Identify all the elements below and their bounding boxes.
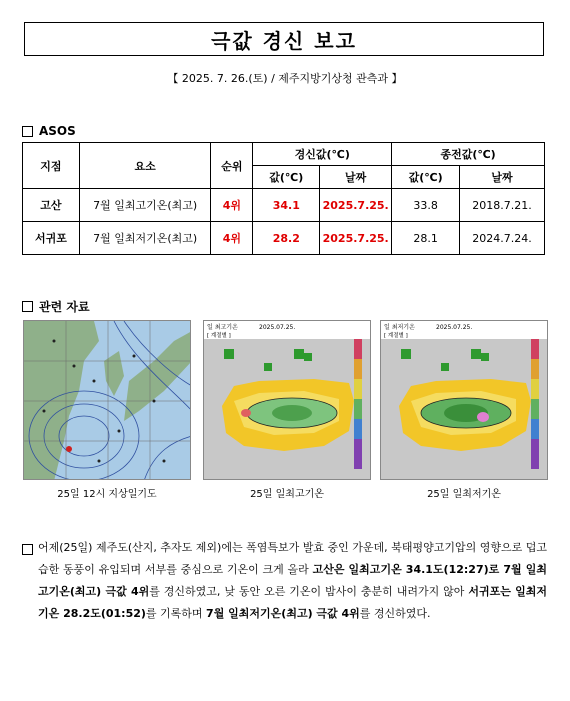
min-map-badge: [ 계절별 ]: [384, 333, 408, 339]
summary-bold-record: 7월 일최저기온(최고) 극값 4위: [206, 607, 360, 620]
max-map-badge: [ 계절별 ]: [207, 333, 231, 339]
caption-max-temp: 25일 일최고기온: [250, 489, 324, 500]
min-temp-map-graphic: [381, 321, 548, 480]
cell-element: 7월 일최저기온(최고): [79, 222, 211, 255]
cell-old-value: 28.1: [392, 222, 460, 255]
cell-new-value: 34.1: [253, 189, 320, 222]
section-related: [22, 298, 90, 315]
summary-text-part: 를 경신하였다.: [359, 607, 431, 620]
summary-text-part: 어제(25일) 제주도(산지, 추자도 제외)에는 폭염특보가 발효 중인 가운데, 북태평양고기압의 영향으로 덥고 습한 동풍이 유입되며 서부를 중심으로 기온이 크게 올라: [38, 541, 547, 576]
caption-min-temp: 25일 일최저기온: [427, 489, 501, 500]
cell-station: 서귀포: [23, 222, 80, 255]
checkbox-square-icon: [22, 544, 33, 555]
cell-old-date: 2024.7.24.: [460, 222, 545, 255]
report-subtitle: 【 2025. 7. 26.(토) / 제주지방기상청 관측과 】: [167, 72, 403, 85]
header-element: 요소: [79, 143, 211, 189]
max-map-header: 일 최고기온: [207, 324, 238, 331]
section-asos: [22, 124, 76, 138]
min-map-header: 일 최저기온: [384, 324, 415, 331]
checkbox-square-icon: [22, 126, 33, 137]
header-new-value: 값(℃): [253, 166, 320, 189]
min-map-date: 2025.07.25.: [436, 324, 473, 331]
max-temp-map-graphic: [204, 321, 371, 480]
summary-text-part: 를 경신하였고, 낮 동안 오른 기온이 밤사이 충분히 내려가지 않아: [149, 585, 469, 598]
header-old-value: 값(℃): [392, 166, 460, 189]
header-station: 지점: [23, 143, 80, 189]
caption-weather-map: 25일 12시 지상일기도: [57, 489, 157, 500]
weather-map-graphic: [24, 321, 191, 480]
cell-new-date: 2025.7.25.: [320, 222, 392, 255]
report-title-box: [24, 22, 544, 56]
cell-element: 7월 일최고기온(최고): [79, 189, 211, 222]
summary-text: [38, 537, 547, 625]
table-row: [23, 222, 545, 255]
summary-paragraph: [22, 537, 547, 625]
daily-max-temp-map-image: [203, 320, 371, 480]
cell-station: 고산: [23, 189, 80, 222]
header-old-date: 날짜: [460, 166, 545, 189]
checkbox-square-icon: [22, 301, 33, 312]
cell-rank: 4위: [211, 222, 253, 255]
cell-rank: 4위: [211, 189, 253, 222]
header-rank: 순위: [211, 143, 253, 189]
cell-old-value: 33.8: [392, 189, 460, 222]
table-row: [23, 189, 545, 222]
cell-new-date: 2025.7.25.: [320, 189, 392, 222]
summary-bold-gosan: 고산은 일최고기온 34.1도(12:27)로 7월 일최고기온(최고) 극값 4위: [38, 563, 547, 598]
surface-weather-map-image: [23, 320, 191, 480]
section-related-label: 관련 자료: [39, 300, 90, 314]
header-new-date: 날짜: [320, 166, 392, 189]
section-asos-label: ASOS: [39, 124, 76, 138]
report-title: 극값 경신 보고: [211, 28, 357, 53]
asos-record-table: [22, 142, 545, 255]
header-new: 경신값(℃): [253, 143, 392, 166]
max-map-date: 2025.07.25.: [259, 324, 296, 331]
header-old: 종전값(℃): [392, 143, 545, 166]
daily-min-temp-map-image: [380, 320, 548, 480]
cell-old-date: 2018.7.21.: [460, 189, 545, 222]
summary-text-part: 를 기록하며: [145, 607, 207, 620]
cell-new-value: 28.2: [253, 222, 320, 255]
summary-bold-seogwipo: 서귀포는 일최저기온 28.2도(01:52): [38, 585, 547, 620]
